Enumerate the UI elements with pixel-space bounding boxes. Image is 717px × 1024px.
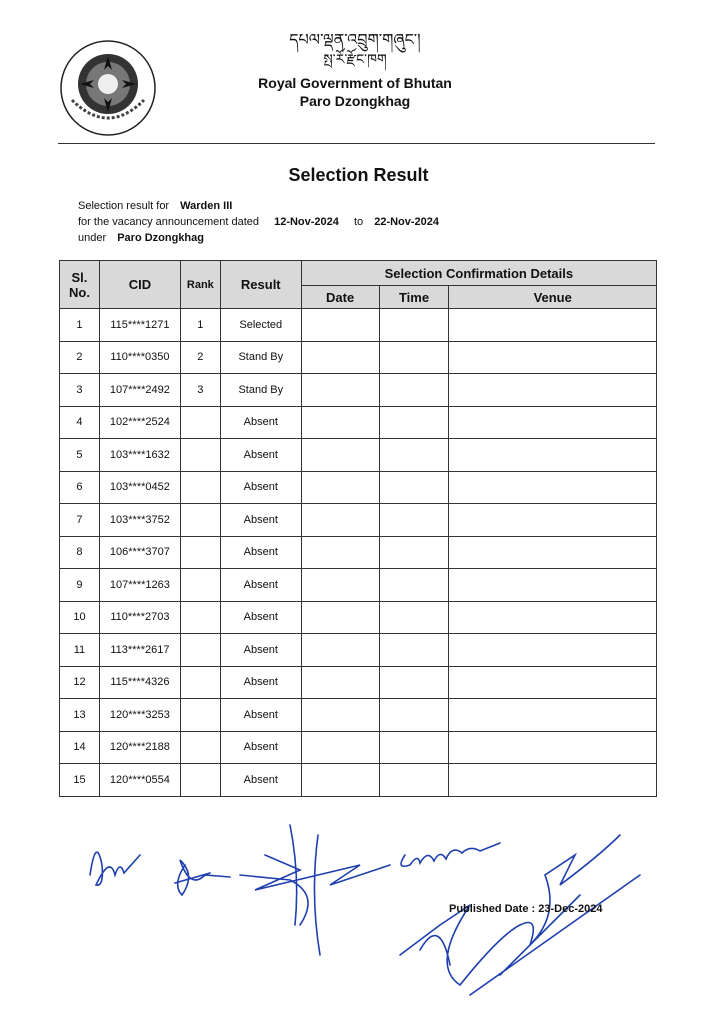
- cell-rank: [180, 601, 220, 634]
- dzongkha-subtitle: སྤ་རོ་རྫོང་ཁག: [323, 52, 387, 68]
- selection-result-table: [59, 260, 657, 797]
- cell-cid: 110****2703: [99, 601, 180, 634]
- cell-venue: [449, 601, 657, 634]
- table-row: [60, 374, 657, 407]
- cell-date: [301, 569, 379, 602]
- cell-time: [379, 634, 449, 667]
- table-row: [60, 666, 657, 699]
- cell-date: [301, 601, 379, 634]
- cell-result: Absent: [220, 601, 301, 634]
- cell-result: Absent: [220, 666, 301, 699]
- cell-time: [379, 504, 449, 537]
- cell-venue: [449, 536, 657, 569]
- cell-result: Absent: [220, 504, 301, 537]
- cell-date: [301, 341, 379, 374]
- published-date-line: [449, 903, 602, 915]
- intro-label-under: under: [78, 232, 107, 244]
- table-row: [60, 504, 657, 537]
- cell-cid: 115****4326: [99, 666, 180, 699]
- header-venue: Venue: [449, 286, 657, 309]
- cell-date: [301, 471, 379, 504]
- under-value: Paro Dzongkhag: [117, 232, 204, 244]
- intro-label-dates: for the vacancy announcement dated: [78, 216, 260, 228]
- cell-time: [379, 341, 449, 374]
- header-divider: [58, 143, 655, 144]
- cell-sl-no: 3: [60, 374, 100, 407]
- cell-venue: [449, 374, 657, 407]
- cell-date: [301, 406, 379, 439]
- cell-date: [301, 666, 379, 699]
- table-row: [60, 634, 657, 667]
- position-title: Warden III: [180, 200, 233, 212]
- table-row: [60, 536, 657, 569]
- cell-cid: 120****2188: [99, 731, 180, 764]
- table-row: [60, 699, 657, 732]
- table-row: [60, 569, 657, 602]
- cell-cid: 103****3752: [99, 504, 180, 537]
- document-title: Selection Result: [288, 165, 429, 185]
- table-row: [60, 471, 657, 504]
- cell-venue: [449, 731, 657, 764]
- cell-time: [379, 666, 449, 699]
- cell-time: [379, 764, 449, 797]
- cell-rank: [180, 536, 220, 569]
- cell-rank: [180, 406, 220, 439]
- cell-cid: 113****2617: [99, 634, 180, 667]
- cell-cid: 107****2492: [99, 374, 180, 407]
- dzongkha-title: དཔལ་ལྡན་འབྲུག་གཞུང་།: [289, 30, 421, 49]
- cell-sl-no: 8: [60, 536, 100, 569]
- cell-date: [301, 764, 379, 797]
- dzongkhag-name: Paro Dzongkhag: [299, 93, 411, 109]
- cell-time: [379, 731, 449, 764]
- cell-result: Absent: [220, 536, 301, 569]
- header-result: Result: [220, 261, 301, 309]
- cell-result: Absent: [220, 634, 301, 667]
- cell-result: Absent: [220, 699, 301, 732]
- cell-rank: [180, 504, 220, 537]
- signatures-area: [0, 815, 717, 1015]
- cell-result: Absent: [220, 471, 301, 504]
- letterhead: [200, 30, 510, 110]
- cell-date: [301, 699, 379, 732]
- cell-result: Absent: [220, 439, 301, 472]
- cell-venue: [449, 504, 657, 537]
- header-confirmation-details: Selection Confirmation Details: [301, 261, 656, 286]
- cell-rank: 2: [180, 341, 220, 374]
- table-body: [60, 309, 657, 797]
- header-sl-no: Sl. No.: [60, 261, 100, 309]
- cell-rank: [180, 471, 220, 504]
- cell-sl-no: 13: [60, 699, 100, 732]
- table-row: [60, 406, 657, 439]
- cell-venue: [449, 471, 657, 504]
- table-row: [60, 731, 657, 764]
- cell-date: [301, 439, 379, 472]
- cell-time: [379, 309, 449, 342]
- header-date: Date: [301, 286, 379, 309]
- cell-cid: 106****3707: [99, 536, 180, 569]
- cell-date: [301, 309, 379, 342]
- cell-cid: 102****2524: [99, 406, 180, 439]
- cell-result: Absent: [220, 569, 301, 602]
- cell-time: [379, 471, 449, 504]
- cell-rank: [180, 699, 220, 732]
- cell-sl-no: 7: [60, 504, 100, 537]
- cell-sl-no: 4: [60, 406, 100, 439]
- cell-venue: [449, 406, 657, 439]
- cell-result: Stand By: [220, 374, 301, 407]
- cell-venue: [449, 666, 657, 699]
- cell-result: Stand By: [220, 341, 301, 374]
- table-row: [60, 341, 657, 374]
- cell-venue: [449, 634, 657, 667]
- table-row: [60, 764, 657, 797]
- cell-cid: 115****1271: [99, 309, 180, 342]
- header-rank: Rank: [180, 261, 220, 309]
- cell-venue: [449, 341, 657, 374]
- cell-cid: 120****0554: [99, 764, 180, 797]
- cell-time: [379, 406, 449, 439]
- cell-sl-no: 15: [60, 764, 100, 797]
- to-label: to: [353, 216, 364, 228]
- table-row: [60, 309, 657, 342]
- cell-venue: [449, 309, 657, 342]
- published-label: Published Date :: [449, 903, 536, 915]
- cell-date: [301, 731, 379, 764]
- cell-rank: [180, 731, 220, 764]
- cell-rank: 3: [180, 374, 220, 407]
- cell-sl-no: 6: [60, 471, 100, 504]
- signature-2-icon: [175, 860, 230, 895]
- cell-cid: 107****1263: [99, 569, 180, 602]
- cell-venue: [449, 569, 657, 602]
- cell-sl-no: 9: [60, 569, 100, 602]
- signature-1-icon: [90, 852, 140, 885]
- cell-sl-no: 11: [60, 634, 100, 667]
- cell-sl-no: 10: [60, 601, 100, 634]
- cell-cid: 103****1632: [99, 439, 180, 472]
- cell-rank: [180, 666, 220, 699]
- royal-emblem-icon: [58, 38, 158, 138]
- cell-rank: [180, 634, 220, 667]
- cell-cid: 110****0350: [99, 341, 180, 374]
- cell-cid: 103****0452: [99, 471, 180, 504]
- cell-rank: 1: [180, 309, 220, 342]
- cell-time: [379, 699, 449, 732]
- cell-date: [301, 374, 379, 407]
- cell-venue: [449, 699, 657, 732]
- cell-time: [379, 439, 449, 472]
- date-to: 22-Nov-2024: [374, 216, 440, 228]
- cell-sl-no: 5: [60, 439, 100, 472]
- cell-result: Selected: [220, 309, 301, 342]
- cell-date: [301, 536, 379, 569]
- cell-sl-no: 14: [60, 731, 100, 764]
- intro-label-position: Selection result for: [78, 200, 170, 212]
- cell-rank: [180, 569, 220, 602]
- published-date: 23-Dec-2024: [538, 903, 603, 915]
- cell-time: [379, 536, 449, 569]
- cell-sl-no: 2: [60, 341, 100, 374]
- signature-4-icon: [401, 843, 500, 866]
- cell-rank: [180, 439, 220, 472]
- cell-venue: [449, 439, 657, 472]
- header-cid: CID: [99, 261, 180, 309]
- cell-rank: [180, 764, 220, 797]
- signature-3-icon: [240, 825, 390, 955]
- cell-date: [301, 634, 379, 667]
- cell-sl-no: 1: [60, 309, 100, 342]
- cell-result: Absent: [220, 731, 301, 764]
- cell-result: Absent: [220, 764, 301, 797]
- intro-text: [78, 198, 439, 246]
- cell-venue: [449, 764, 657, 797]
- cell-time: [379, 601, 449, 634]
- cell-sl-no: 12: [60, 666, 100, 699]
- header-time: Time: [379, 286, 449, 309]
- organization-name: Royal Government of Bhutan: [258, 75, 452, 91]
- table-row: [60, 439, 657, 472]
- cell-result: Absent: [220, 406, 301, 439]
- date-from: 12-Nov-2024: [274, 216, 339, 228]
- table-row: [60, 601, 657, 634]
- cell-time: [379, 374, 449, 407]
- cell-time: [379, 569, 449, 602]
- cell-cid: 120****3253: [99, 699, 180, 732]
- cell-date: [301, 504, 379, 537]
